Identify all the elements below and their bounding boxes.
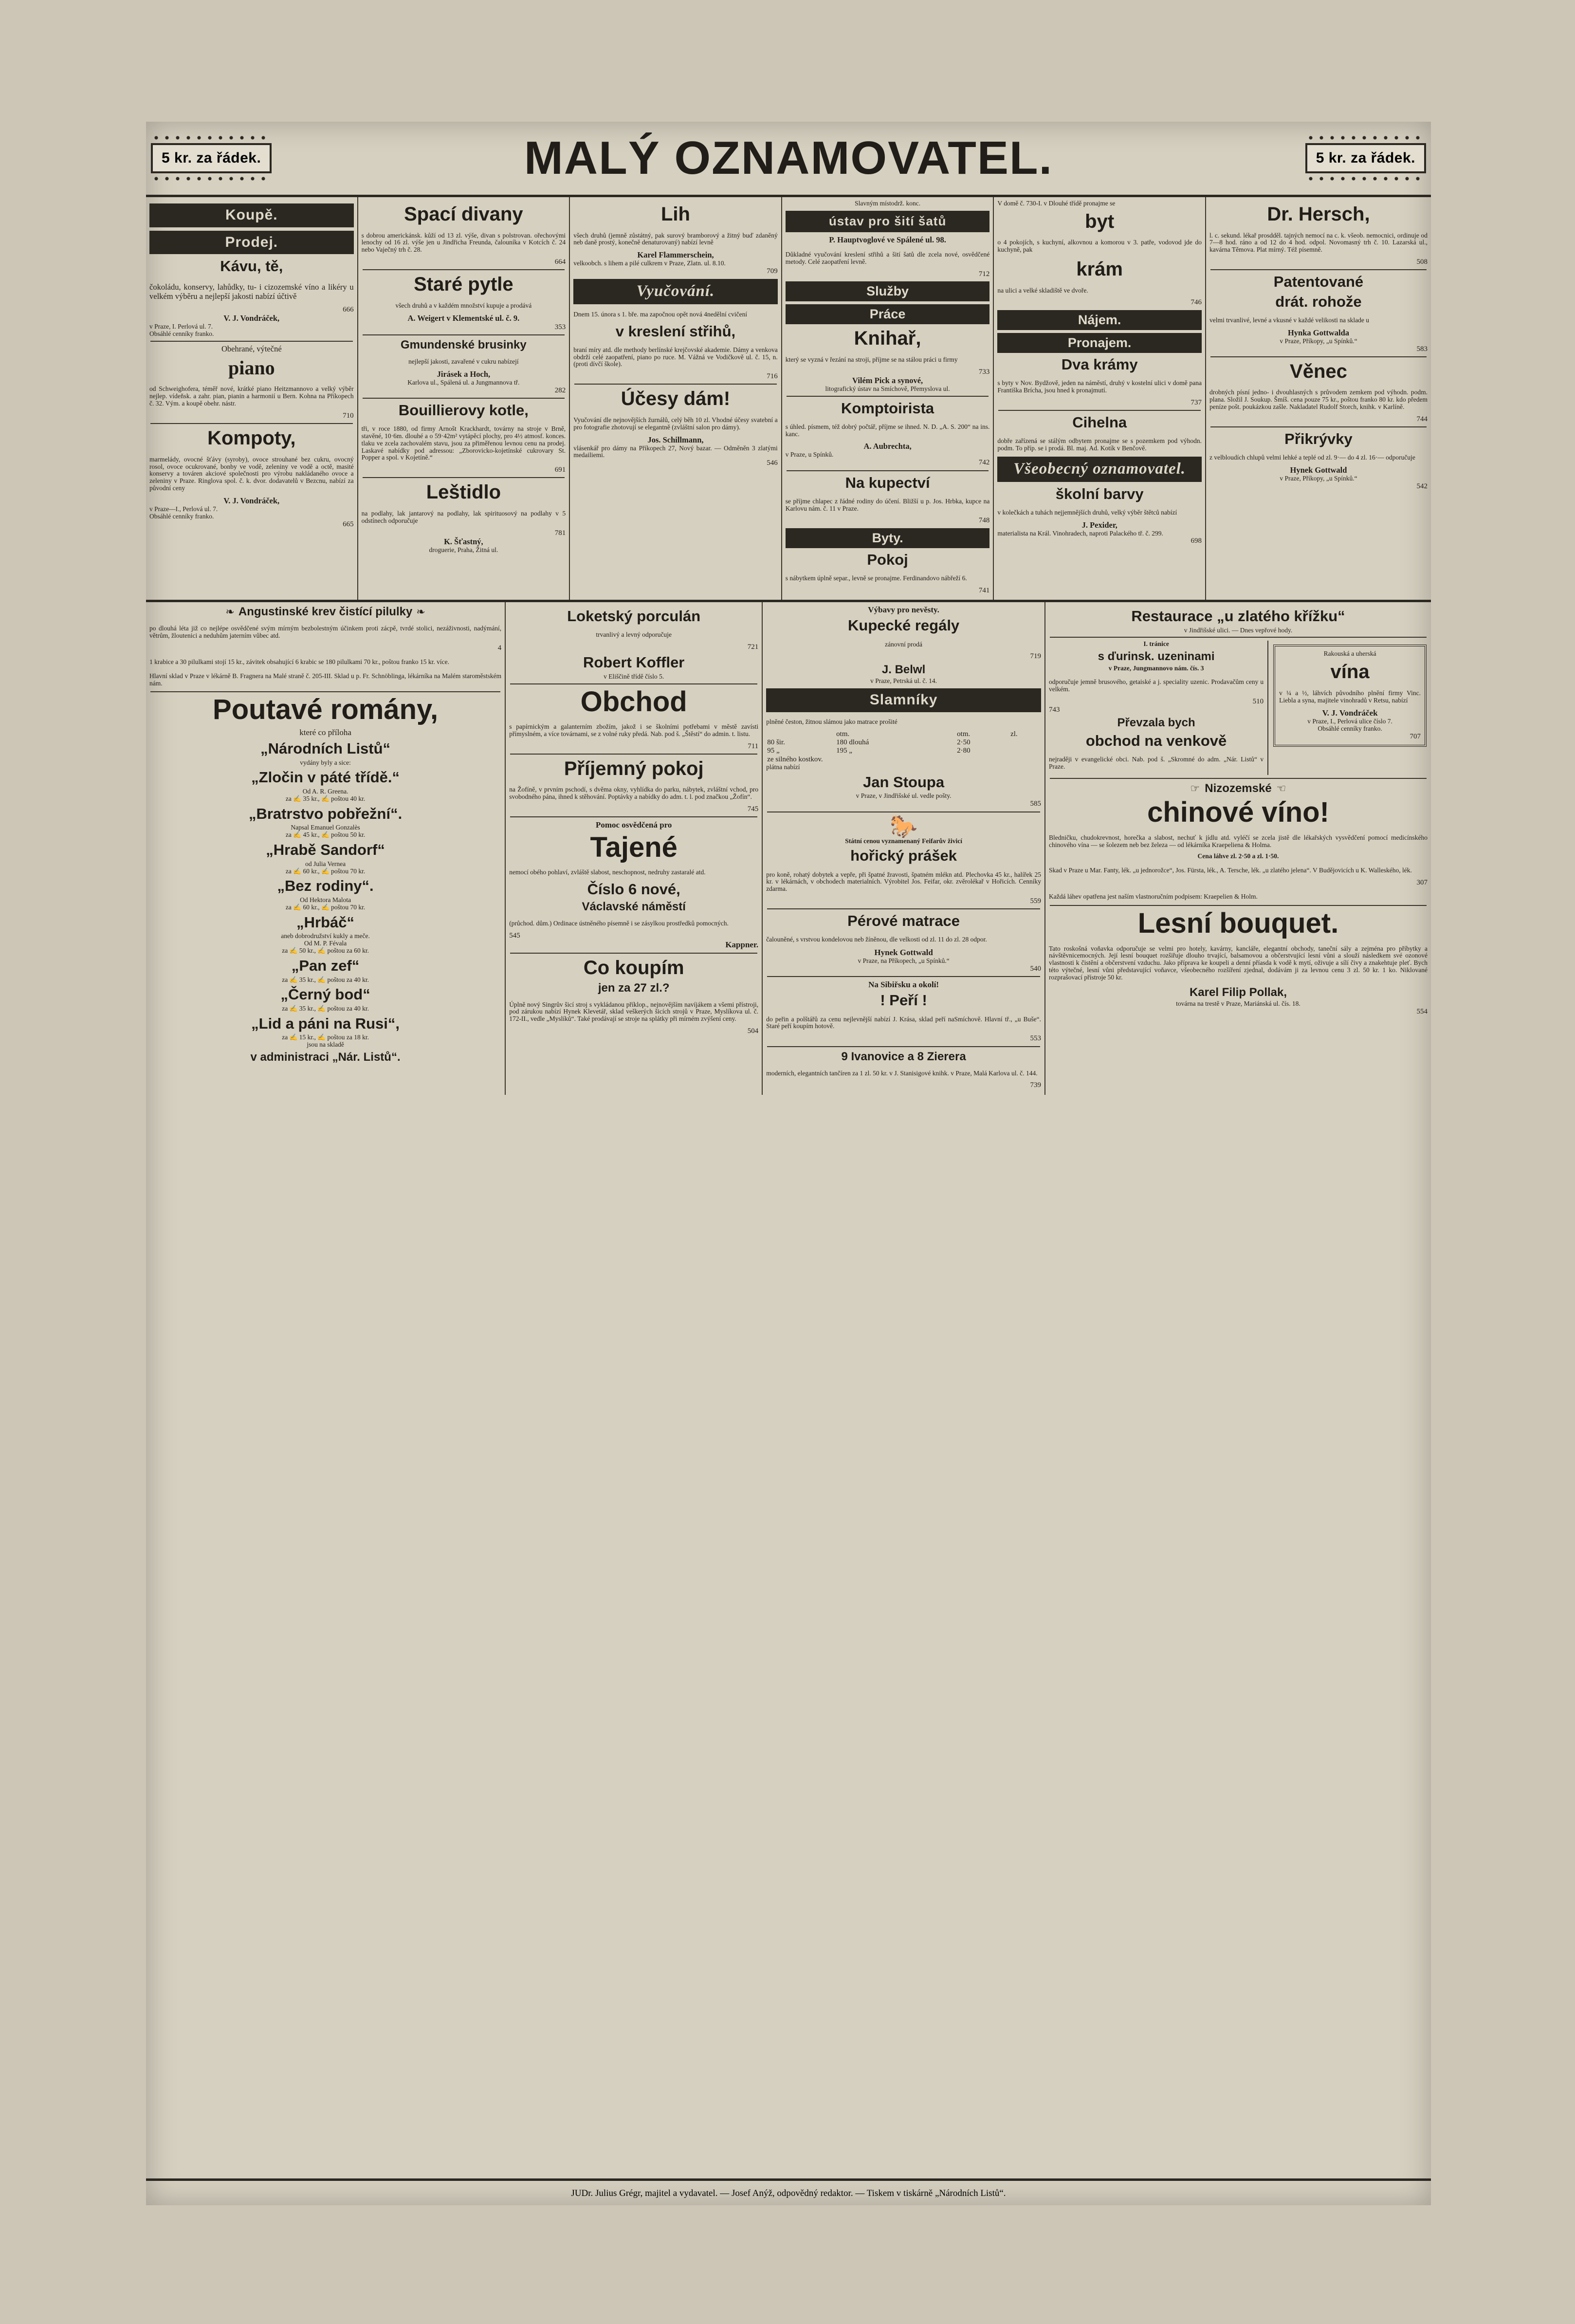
ad-number: 719 xyxy=(1030,652,1041,661)
ad-advertiser-name: Karel Flammerschein, xyxy=(637,250,714,260)
ad-number: 743 xyxy=(1048,706,1060,714)
section-heading-najem: Nájem. xyxy=(997,310,1202,330)
ad-number: 737 xyxy=(1190,398,1202,406)
ad-advertiser-name: A. Weigert v Klementské ul. č. 9. xyxy=(407,313,520,323)
ad-heading-peri: ! Peří ! xyxy=(880,992,927,1009)
ad-number: 508 xyxy=(1416,258,1428,266)
ad-advertiser-name: Hynek Gottwald xyxy=(874,948,933,958)
column-poutave-romany xyxy=(146,602,506,1095)
ad-kicker-peri: Na Sibiřsku a okolí! xyxy=(868,979,939,989)
ad-heading-prikryvky: Přikrývky xyxy=(1284,430,1353,448)
ad-heading-byt: byt xyxy=(1085,210,1115,232)
table-row xyxy=(766,747,1041,755)
ad-address: v Praze, I., Perlová ulice číslo 7. xyxy=(1307,717,1392,725)
ad-heading-perove-matrace: Pérové matrace xyxy=(847,912,960,930)
book-price: za ✍ 35 kr., ✍ poštou za 40 kr. xyxy=(282,976,369,983)
book-price: za ✍ 35 kr., ✍ poštou za 40 kr. xyxy=(282,1004,369,1012)
ad-number: 666 xyxy=(343,306,354,314)
ad-number: 716 xyxy=(767,372,778,381)
ad-advertiser-name: J. Pexider, xyxy=(1081,520,1117,530)
diamond-ornament-icon xyxy=(1305,134,1426,141)
ad-number: 781 xyxy=(554,529,566,537)
section-heading-vseobecny-oznamovatel: Všeobecný oznamovatel. xyxy=(997,457,1202,482)
ad-heading-kompoty: Kompoty, xyxy=(207,427,296,449)
ad-body-kram: na ulici a velké skladiště ve dvoře. xyxy=(997,286,1088,294)
cell xyxy=(1009,738,1041,747)
ad-number: 741 xyxy=(978,586,990,594)
leaf-ornament-icon: ❧ xyxy=(225,606,235,618)
ad-box-vina xyxy=(1273,645,1427,747)
ad-advertiser-name: P. Hauptvoglové ve Spálené ul. 98. xyxy=(829,235,946,244)
ad-number: 691 xyxy=(554,466,566,474)
ad-number: 711 xyxy=(748,742,759,750)
ad-address: v Praze, I. Perlová ul. 7. xyxy=(149,323,213,331)
ad-foot1: jsou na skladě xyxy=(307,1041,344,1049)
ad-body-pilulky-sklad: Hlavní sklad v Praze v lékárně B. Fragnera na Malé straně č. 205-III. Sklad u p. Fr. Schnöblinga, lékárníka na Malém staroměstském nám. xyxy=(149,672,502,687)
cell: 195 „ xyxy=(836,747,853,755)
ad-heading-brusinky: Gmundenské brusinky xyxy=(401,338,527,351)
column-lih xyxy=(570,197,782,600)
book-title: „Bez rodiny“. xyxy=(277,877,374,895)
subcolumn-uzeniny xyxy=(1049,641,1267,775)
ad-number: 733 xyxy=(978,368,990,376)
ad-address: v Praze, u Spínků. xyxy=(785,451,834,459)
ad-note: Obsáhlé cenníky franko. xyxy=(149,330,214,338)
diamond-ornament-icon xyxy=(1305,175,1426,182)
ad-kicker-piano: Obehrané, výtečné xyxy=(221,344,282,353)
ad-body-ustav: Důkladné vyučování kreslení střihů a šití šatů dle zcela nové, osvědčené metody. Celé zaopatření levně. xyxy=(785,251,990,266)
ad-number: 710 xyxy=(343,411,354,420)
book-title: „Bratrstvo pobřežní“. xyxy=(248,805,403,822)
section-heading-prace: Práce xyxy=(786,304,990,324)
ad-heading-prijemny-pokoj: Příjemný pokoj xyxy=(564,757,704,779)
ad-body-pokoj: s nábytkem úplně separ., levně se pronajme. Ferdinandovo nábřeží 6. xyxy=(785,574,967,582)
ad-kicker: V domě č. 730-I. v Dlouhé třídě pronajme se xyxy=(997,200,1116,207)
book-price: za ✍ 50 kr., ✍ poštou za 60 kr. xyxy=(282,947,369,955)
ad-number: 665 xyxy=(343,520,354,528)
section-heading-sluzby: Služby xyxy=(786,281,990,301)
ad-body-matrace: čalouněné, s vrstvou kondelovou neb žíněnou, dle velkosti od zl. 11 do zl. 28 odpor. xyxy=(766,936,987,943)
table-row xyxy=(766,738,1041,747)
ad-address: v Jindřišské ulici. — Dnes vepřové hody. xyxy=(1184,626,1293,634)
section-heading-pronajem: Pronajem. xyxy=(997,333,1202,353)
ad-body-kava: čokoládu, konservy, lahůdky, tu- i cizozemské víno a likéry u velkém výběru a nejlepší jakosti nabízí účtivě xyxy=(149,282,354,301)
ad-heading-vina: vína xyxy=(1330,661,1370,683)
ad-note: Obsáhlé cenníky franko. xyxy=(1318,724,1382,732)
column-restaurace-vina xyxy=(1045,602,1431,1095)
ad-heading-dr-hersch: Dr. Hersch, xyxy=(1267,203,1370,225)
cell: 2·80 xyxy=(957,747,971,755)
cell: 80 šir. xyxy=(767,738,785,747)
ad-body-horicky-prasek: pro koně, rohatý dobytek a vepře, při špatné žravosti, špatném mlékn atd. Plechovka 45 kr., halířek 25 kr. v lékárnách, v obchodech materialních. Výrobitel Jos. Feifar, okr. zvěrolékař v Hořicích. Cenníky zdarma. xyxy=(766,870,1041,893)
ad-number: 583 xyxy=(1416,345,1428,353)
ad-heading-loketsky-porculan: Loketský porculán xyxy=(567,607,701,625)
ad-address: v Praze, v Jindřišské ul. vedle pošty. xyxy=(856,792,952,800)
book-author: od Julia Vernea xyxy=(305,860,346,867)
cell: zl. xyxy=(1010,730,1018,738)
book-title: „Pan zef“ xyxy=(291,957,360,974)
book-title: „Hrabě Sandorf“ xyxy=(266,841,385,859)
ad-body-prikryvky: z velbloudích chlupů velmi lehké a teplé od zl. 9·— do 4 zl. 16·— odporučuje xyxy=(1209,454,1415,461)
pointing-hand-icon: ☞ xyxy=(1190,782,1200,794)
ad-number: 745 xyxy=(747,805,759,813)
ad-heading-chinove-vino: chinové víno! xyxy=(1147,796,1329,829)
ad-address-vaclavske: Václavské náměstí xyxy=(582,900,686,913)
ad-body-pilulky: po dlouhá léta již co nejlépe osvědčené svým mírným bezbolestným účinkem proti zácpě, tvrdé stolici, nezáživnosti, nadýmání, větrům, žloutenici a neduhům jaterním vůbec atd. xyxy=(149,624,502,639)
ad-number: 664 xyxy=(554,258,566,266)
ad-heading-ivanovice: 9 Ivanovice a 8 Zierera xyxy=(841,1050,966,1063)
ad-address: droguerie, Praha, Žitná ul. xyxy=(429,546,498,553)
ad-advertiser-name: Kappner. xyxy=(725,940,759,949)
ad-address: velkoobch. s lihem a pilé culkrem v Praze, Zlatn. ul. 8.10. xyxy=(573,259,726,267)
ad-body-chinove-podpis: Každá láhev opatřena jest naším vlastnoručním podpisem: Kraepelien & Holm. xyxy=(1048,893,1258,901)
ad-heading-cihelna: Cihelna xyxy=(1072,413,1127,431)
ad-number: 553 xyxy=(1030,1034,1041,1043)
ad-heading-kresleni-strihu: v kreslení střihů, xyxy=(615,322,736,340)
ad-heading-dva-kramy: Dva krámy xyxy=(1061,355,1138,373)
book-price: za ✍ 15 kr., ✍ poštou za 18 kr. xyxy=(282,1033,369,1041)
ad-address: litografický ústav na Smíchově, Přemyslova ul. xyxy=(825,385,950,392)
ad-heading-knihar: Knihař, xyxy=(854,328,921,350)
ad-number: 707 xyxy=(1410,732,1421,740)
column-dr-hersch xyxy=(1206,197,1431,600)
ad-body-byt: o 4 pokojích, s kuchyní, alkovnou a komorou v 3. patře, vodovod jde do kuchyně, pak xyxy=(997,239,1202,254)
ad-address: v Eliščině třídě číslo 5. xyxy=(604,672,664,680)
ad-heading-poutave-romany: Poutavé romány, xyxy=(213,694,439,726)
cell xyxy=(1009,747,1041,755)
column-spaci-divany xyxy=(358,197,570,600)
book-author: Od Hektora Malota xyxy=(300,896,351,904)
ad-heading-slamniky: Slamníky xyxy=(766,688,1041,712)
ad-body-lih: všech druhů (jemně zůstátný, pak surový bramborový a žitný buď zdaněný neb daně prostý, konečně denaturovaný) nabízí levně xyxy=(573,231,778,246)
book-author: Napsal Emanuel Gonzalès xyxy=(291,824,360,831)
ad-number: 542 xyxy=(1416,482,1428,491)
book-price: za ✍ 45 kr., ✍ poštou 50 kr. xyxy=(285,831,366,839)
ad-number: 746 xyxy=(1190,298,1202,307)
ad-number: 282 xyxy=(554,386,566,394)
section-heading-vybavy: Výbavy pro nevěsty. xyxy=(868,605,939,614)
ad-body-ordinace: (průchod. dům.) Ordinace ústněného písemně i se zásylkou prostředků pomocných. xyxy=(509,919,729,927)
ad-body-prijemny-pokoj: na Žofíně, v prvním pschodí, s dvěma okny, vyhlídka do parku, nábytek, zvláštní vchod, pro svobodného pána, ihned k stěhování. Poptávky a nabídky do adm. t. l. pod značkou „Žofín“. xyxy=(509,786,759,801)
ad-address: v Praze, Příkopy, „u Spínků.“ xyxy=(1280,475,1357,482)
ad-body-stare-pytle: všech druhů a v každém množství kupuje a prodává xyxy=(395,301,532,309)
ad-heading-kupecke-regaly: Kupecké regály xyxy=(848,617,960,634)
cell xyxy=(766,730,835,738)
ad-body-kurzy: Dnem 15. února s 1. bře. ma započnou opět nová 4nedělní cvičení xyxy=(573,310,748,318)
section-heading-prodej: Prodej. xyxy=(149,231,354,255)
ad-advertiser-name: J. Belwl xyxy=(881,663,926,676)
ad-heading-patentovane: Patentované xyxy=(1273,273,1364,291)
ad-number: 698 xyxy=(1190,537,1202,545)
ad-address: v Praze, Jungmannovo nám. čís. 3 xyxy=(1108,664,1204,672)
ad-price: Cena láhve zl. 2·50 a zl. 1·50. xyxy=(1197,852,1279,860)
ad-body-vina: v ¼ a ½, láhvích původního plnění firmy Vinc. Liebla a syna, majitele vinohradů v Retsu, nabízí xyxy=(1279,689,1421,704)
ad-sub2: „Národních Listů“ xyxy=(260,739,391,757)
display-ads-band xyxy=(146,602,1431,1095)
ad-number: 510 xyxy=(1252,697,1264,705)
ad-body-kompoty: marmelády, ovocné šťávy (syroby), ovoce strouhané bez cukru, ovocný rosol, ovoce ocukrované, bonby ve vodě, zeleniny ve vodě a octě, masité konservy a továren akciové společnosti pro výrobu nakládaného ovoce a zeleniny v Praze. Ringlova spol. č. k. dvor. dodavatelů v Bezcnu, nabízí za původní ceny xyxy=(149,455,354,492)
ad-advertiser-name: K. Šťastný, xyxy=(444,536,483,546)
ad-note: Obsáhlé cenníky franko. xyxy=(149,512,214,520)
ad-number: 739 xyxy=(1030,1081,1041,1089)
ad-address: Karlova ul., Spálená ul. a Jungmannova tř. xyxy=(407,378,520,386)
ad-number: 559 xyxy=(1030,897,1041,905)
ad-number: 748 xyxy=(978,516,990,525)
book-price: za ✍ 60 kr., ✍ poštou 70 kr. xyxy=(285,867,366,875)
section-heading-vyucovani: Vyučování. xyxy=(573,279,778,304)
ad-heading-skolni-barvy: školní barvy xyxy=(1055,485,1144,502)
ad-kicker-tranice: I. tránice xyxy=(1143,640,1169,648)
column-loketsky-porculan xyxy=(506,602,763,1095)
ad-number: 742 xyxy=(978,459,990,467)
ad-heading-stare-pytle: Staré pytle xyxy=(414,274,513,295)
column-sluzby-prace xyxy=(782,197,994,600)
ad-sub1: které co příloha xyxy=(299,728,351,738)
ad-heading-pokoj: Pokoj xyxy=(867,551,908,568)
ad-heading-venec: Věnec xyxy=(1290,360,1347,382)
ad-kicker-feifar: Státní cenou vyznamenaný Feifarův živicí xyxy=(845,837,962,845)
ad-address: v Praze, Petrská ul. č. 14. xyxy=(870,677,937,685)
ad-heading-drat-rohoze: drát. rohože xyxy=(1275,293,1362,310)
ad-body-dva-kramy: s byty v Nov. Bydžově, jeden na náměstí, druhý v kostelní ulici v domě pana Františka Brícha, jsou hned k pronajmutí. xyxy=(997,379,1202,394)
section-heading-byty: Byty. xyxy=(786,528,990,548)
ad-body-knihar: který se vyzná v řezání na stroji, příjme se na stálou práci u firmy xyxy=(785,355,958,363)
book-title: „Lid a páni na Rusi“, xyxy=(251,1014,400,1032)
ad-body-uzeniny: odporučuje jemně brusového, getaiské a j. speciality uzenic. Prodavačům ceny u velkém. xyxy=(1048,678,1264,693)
ad-number: 721 xyxy=(747,643,759,651)
ad-number: 546 xyxy=(767,459,778,467)
book-title: „Zločin v páté třídě.“ xyxy=(251,769,400,786)
leaf-ornament-icon: ❧ xyxy=(416,606,425,618)
ad-body-venec: drobných písní jedno- i dvouhlasných s průvodem zemkem pod výhodn. podm. plana. Složil J. Soukup. Šmíš. cena pouze 75 kr., poštou franko 80 kr. kdo předem peníze pošt. poukázkou zašle. Nakladatel Rudolf Storch, knihk. v Karlíně. xyxy=(1209,388,1428,411)
cell: 2·50 xyxy=(957,738,971,747)
ad-body-ivanovice: moderních, elegantních tančíren za 1 zl. 50 kr. v J. Stanisigové knihk. v Praze, Malá Karlova ul. č. 144. xyxy=(766,1069,1038,1077)
ad-body-chinove-sklad: Skad v Praze u Mar. Fanty, lék. „u jednorožce“, Jos. Fürsta, lék., A. Tersche, lék. „u zlatého jelena“. V Budějovicích u K. Walleského, lék. xyxy=(1048,866,1412,874)
column-kupecke-regaly xyxy=(763,602,1045,1095)
ad-advertiser-name: Jan Stoupa xyxy=(863,773,945,791)
ad-address: vlásenkář pro dámy na Příkopech 27, Nový bazar. — Odměněn 3 zlatými medailiemi. xyxy=(573,444,778,459)
ad-body-kresleni: braní míry atd. dle methody berlínské krejčovské akademie. Dámy a venkova obdrží celé zaopatření, piano po ruce. M. Vážná ve Vodičkově ul. č. 15, n. (proti dívčí škole). xyxy=(573,346,778,368)
subcolumn-rakouska-vina xyxy=(1267,641,1428,775)
rate-left: 5 kr. za řádek. xyxy=(151,143,272,173)
ad-body-obchod: s papírnickým a galanterním zbožím, jakož i se školními potřebami v městě zavísti přímyslném, a více továrnami, se z volné ruky předá. Nab. pod š. „Štěstí“ do admin. t. listu. xyxy=(509,723,759,738)
ad-address: v Praze—I., Perlová ul. 7. xyxy=(149,505,218,513)
ad-heading-ucesy: Účesy dám! xyxy=(621,388,731,410)
ad-address: materialista na Král. Vinohradech, naproti Palackého tř. č. 299. xyxy=(997,529,1163,537)
diamond-ornament-icon xyxy=(151,175,272,182)
ad-heading-lesni-bouquet: Lesní bouquet. xyxy=(1137,907,1339,940)
ad-heading-cislo6: Číslo 6 nové, xyxy=(587,881,680,898)
paper-sheet xyxy=(146,122,1431,2205)
ad-heading-ustav-siti: ústav pro šití šatů xyxy=(786,211,990,232)
ad-number: 585 xyxy=(1030,800,1041,808)
book-author2: Od M. P. Févala xyxy=(304,940,347,947)
ad-number: 712 xyxy=(978,270,990,278)
page-title: MALÝ OZNAMOVATEL. xyxy=(524,132,1053,184)
ad-body-lestidlo: na podlahy, lak jantarový na podlahy, lak spirituosový na podlahy v 5 odstínech odporučuje xyxy=(361,509,566,524)
ad-advertiser-name: V. J. Vondráček xyxy=(1322,708,1378,718)
book-price: za ✍ 35 kr., ✍ poštou 40 kr. xyxy=(285,794,366,802)
ad-heading-lih: Lih xyxy=(660,203,690,225)
ad-heading-kram: krám xyxy=(1076,258,1123,280)
page-footer xyxy=(146,2178,1431,2206)
ad-advertiser-name: Hynka Gottwalda xyxy=(1287,328,1349,337)
ad-number: 545 xyxy=(509,931,520,940)
ad-number: 554 xyxy=(1416,1008,1428,1016)
cell: otm. xyxy=(957,730,971,738)
ad-advertiser-name: Jos. Schillmann, xyxy=(647,435,704,444)
book-title: „Hrbáč“ xyxy=(296,913,355,931)
ad-heading-komptoirista: Komptoirista xyxy=(841,399,934,417)
cell: 95 „ xyxy=(767,747,780,755)
ad-advertiser-name: Karel Filip Pollak, xyxy=(1189,985,1287,999)
ad-kicker: Slavným místodrž. konc. xyxy=(855,200,921,207)
table-row xyxy=(766,730,1041,738)
ad-body-spaci-divany: s dobrou americkánsk. kůží od 13 zl. výše, divan s polstrovan. ořechovými lenochy od 16 zl. výše jen u Jindřicha Freunda, čalouníka v Kotcích č. 24 nebo Vaječný trh č. 28. xyxy=(361,231,566,254)
classified-band-top xyxy=(146,197,1431,602)
ad-body-lesni-bouquet: Tato roskošná voňavka odporučuje se velmi pro hotely, kavárny, kancláře, elegantní obchody, taneční sály a zejména pro příbytky a návštěvnicemocných. Její lesní bouquet rozšiřuje dlouho trvající, balsamovou a občerstvující lesní vůni a slouží následkem své ozonové vlastnosti k čistění a občerstvení vzduchu. Jako příprava ke koupeli a denní příasda k vodě k mytí, oživuje a sílí čivy a znakehtuje pleť. Bych této výtečné, lesní vůni představující voňavce, všeobecného rozšíření zjednal, dodávám ji za levnou cenu 3 zl. 50 kr. 1 ko. Niklované rozprašovací přístroje 50 kr. xyxy=(1048,944,1428,981)
ad-sub3: vydány byly a sice: xyxy=(300,758,351,766)
ad-kicker-pomoc: Pomoc osvědčená pro xyxy=(595,820,672,830)
rate-right: 5 kr. za řádek. xyxy=(1305,143,1426,173)
ad-heading-nizozemske: Nizozemské xyxy=(1205,781,1272,795)
ad-number: 353 xyxy=(554,323,566,331)
ad-body-komptoirista: s úhled. písmem, též dobrý počtář, příjme se ihned. N. D. „A. S. 200“ na ins. kanc. xyxy=(785,423,990,438)
ad-heading-piano: piano xyxy=(228,356,275,379)
ad-body-na-kupectvi: se příjme chlapec z řádné rodiny do účení. Bližší u p. Jos. Hrbka, kupce na Karlovu nám. č. 11 v Praze. xyxy=(785,497,990,512)
ad-address: továrna na trestě v Praze, Mariánská ul. čís. 18. xyxy=(1176,1000,1300,1008)
rate-left-wrap xyxy=(151,143,272,173)
ad-heading-spaci-divany: Spací divany xyxy=(404,203,523,225)
book-author: aneb dobrodružství kukly a meče. xyxy=(281,932,370,940)
ad-number: 4 xyxy=(497,644,502,652)
ad-foot2: v administraci „Nár. Listů“. xyxy=(250,1051,401,1064)
column-koupe-prodej xyxy=(146,197,358,600)
ad-body-cihelna: dobře zařízená se stálým odbytem pronajme se s pozemkem pod výhodn. podm. To příp. se i prodá. Bl. maj. Ad. Kotík v Benčově. xyxy=(997,437,1202,452)
ad-heading-kotle: Bouillierovy kotle, xyxy=(398,401,529,419)
book-author: Od A. R. Greena. xyxy=(302,788,348,795)
column-najem-pronajem xyxy=(994,197,1206,600)
ad-advertiser-name: Jirásek a Hoch, xyxy=(437,369,491,379)
ad-body-brusinky: nejlepší jakosti, zavařené v cukru nabízejí xyxy=(408,357,519,365)
ad-body-pilulky-ceny: 1 krabice a 30 pilulkami stojí 15 kr., závitek obsahující 6 krabic se 180 pilulkami 70 kr., poštou franko 15 kr. více. xyxy=(149,658,450,666)
horse-illustration-icon: 🐎 xyxy=(889,813,918,839)
ad-body-dr-hersch: l. c. sekund. lékař prosdděl. tajných nemocí na c. k. všeob. nemocnici, ordinuje od 7—8 hod. ráno a od 12 do 4 hod. odpol. Novomasný trh č. 10. Lazarská ul., kavárna Těmova. Plat mírný. Též písemně. xyxy=(1209,231,1428,254)
book-title: „Černý bod“ xyxy=(280,986,370,1003)
ad-heading-restaurace: Restaurace „u zlatého křížku“ xyxy=(1131,607,1345,625)
ad-body-skolni-barvy: v kolečkách a tuhách nejjemnějších druhů, velký výběr štětců nabízí xyxy=(997,508,1177,516)
ad-body-porculan: trvanlivý a levný odporučuje xyxy=(596,631,672,639)
ad-body-tajene: nemocí obého pohlaví, zvláště slabost, neschopnost, nedruhy zastaralé atd. xyxy=(509,868,706,876)
ad-heading-co-koupim: Co koupím xyxy=(583,957,684,978)
ad-body-regaly: zánovní prodá xyxy=(885,640,923,648)
ad-advertiser-name: V. J. Vondráček, xyxy=(223,314,280,323)
ad-body-rohoze: velmi trvanlivé, levné a vkusné v každé velikosti na sklade u xyxy=(1209,316,1369,324)
ad-heading-lestidlo: Leštidlo xyxy=(426,481,501,503)
diamond-ornament-icon xyxy=(151,134,272,141)
ad-body-ucesy: Vyučování dle nejnovějších žurnálů, celý běh 10 zl. Vhodné účesy svatební a pro fotografie zhotovují se elegantně (zvláštní salon pro dámy). xyxy=(573,416,778,431)
ad-heading-horicky-prasek: hořický prášek xyxy=(850,847,957,865)
ad-body-chinove-vino: Bledničku, chudokrevnost, horečka a slabost, nechuť k jídlu atd. vyléčí se zcela jistě dle lékařských vysvědčení pomocí medicínského chinového vína — se šolezem neb bez železa — od lékárníka Kraepeliena & Holma. xyxy=(1048,833,1428,848)
ad-advertiser-name: V. J. Vondráček, xyxy=(223,496,280,505)
ad-body-kotle: tři, v roce 1880, od firmy Arnošt Krackhardt, továrny na stroje v Brně, stavěné, 10·6m. dlouhé a o 59·42m² vytápěcí plochy, pro 4½ atmosf. konces. tlaku ve zcela zachovalém stavu, jsou za přiměřenou levnou cenu na prodej. Laskavé nabídky pod adressou: „Zborovicko-kojetínské cukrovary St. Popper a spol. v Kojetíně.“ xyxy=(361,424,566,461)
ad-subheading-za27: jen za 27 zl.? xyxy=(598,981,670,995)
ad-advertiser-name: Vilém Pick a synové, xyxy=(852,375,923,385)
ad-heading-kava: Kávu, tě, xyxy=(220,258,283,275)
table-row xyxy=(766,756,1041,764)
ad-body-platna: plátna nabízí xyxy=(766,763,800,771)
ad-heading-tajene: Tajené xyxy=(590,831,678,863)
ad-number: 504 xyxy=(747,1027,759,1035)
ad-body-singer: Úplně nový Singrův šicí stroj s vykládanou příklop., nejnovějším navíjákem a všemi přístroji, pod zárukou nabízí Hynek Klevetář, sklad veškerých šicích strojů v Praze, Myslíkova ul. č. 172-II., vedle „Myslíků“. Také prodávají se stroje na splátky při mírném zvýšení ceny. xyxy=(509,1000,759,1023)
cell: otm. xyxy=(836,730,850,738)
ad-address: v Praze, na Příkopech, „u Spínků.“ xyxy=(858,957,950,964)
section-heading-koupe: Koupě. xyxy=(149,203,354,227)
ad-number: 709 xyxy=(767,267,778,275)
cell: ze silného kostkov. xyxy=(767,755,823,763)
ad-advertiser-name: Robert Koffler xyxy=(583,654,685,671)
cell: 180 dlouhá xyxy=(836,738,869,747)
masthead xyxy=(146,122,1431,197)
book-price: za ✍ 60 kr., ✍ poštou 70 kr. xyxy=(285,903,366,911)
rate-right-wrap xyxy=(1305,143,1426,173)
pointing-hand-icon: ☜ xyxy=(1276,782,1286,794)
ad-heading-uzeniny: s ďurinsk. uzeninami xyxy=(1098,650,1215,664)
ad-heading-obchod-venkov: obchod na venkově xyxy=(1085,732,1227,749)
ad-heading-pilulky: Angustinské krev čistící pilulky xyxy=(238,605,413,618)
ad-advertiser-name: Hynek Gottwald xyxy=(1290,465,1347,475)
footer-imprint: JUDr. Julius Grégr, majitel a vydavatel. — Josef Anýž, odpovědný redaktor. — Tiskem v tiskárně „Národních Listů“. xyxy=(571,2188,1006,2198)
ad-body-slamniky: plněné česton, žitnou slámou jako matrace prošité xyxy=(766,718,897,726)
ad-heading-prevzala-bych: Převzala bych xyxy=(1117,716,1195,730)
ad-heading-na-kupectvi: Na kupectví xyxy=(845,474,930,491)
ad-body-obchod-venkov: nejraději v evangelické obci. Nab. pod š. „Skromné do adm. „Nár. Listů“ v Praze. xyxy=(1048,756,1264,770)
ad-body-peri: do peřin a polštářů za cenu nejlevnější nabízí J. Krása, sklad peří naSmíchově. Hlavní tř., „u Buše“. Staré peří koupím hotově. xyxy=(766,1015,1041,1030)
ad-heading-obchod: Obchod xyxy=(580,685,687,718)
price-table xyxy=(766,730,1041,764)
ad-number: 744 xyxy=(1416,415,1428,423)
ad-number: 307 xyxy=(1416,878,1428,886)
ad-number: 540 xyxy=(1030,964,1041,973)
ad-address: v Praze, Příkopy, „u Spínků.“ xyxy=(1280,337,1357,345)
ad-kicker-rakouska: Rakouská a uherská xyxy=(1323,650,1376,658)
ad-advertiser-name: A. Aubrechta, xyxy=(863,442,912,451)
ad-body-piano: od Schweighofera, téměř nové, krátké piano Heitzmannovo a velký výběr nejlep. vídeňsk. a zahr. pian, pianin a harmonií u Bern. Kohna na Příkopech č. 32. Vým. a koupě obehr. nástr. xyxy=(149,385,354,407)
